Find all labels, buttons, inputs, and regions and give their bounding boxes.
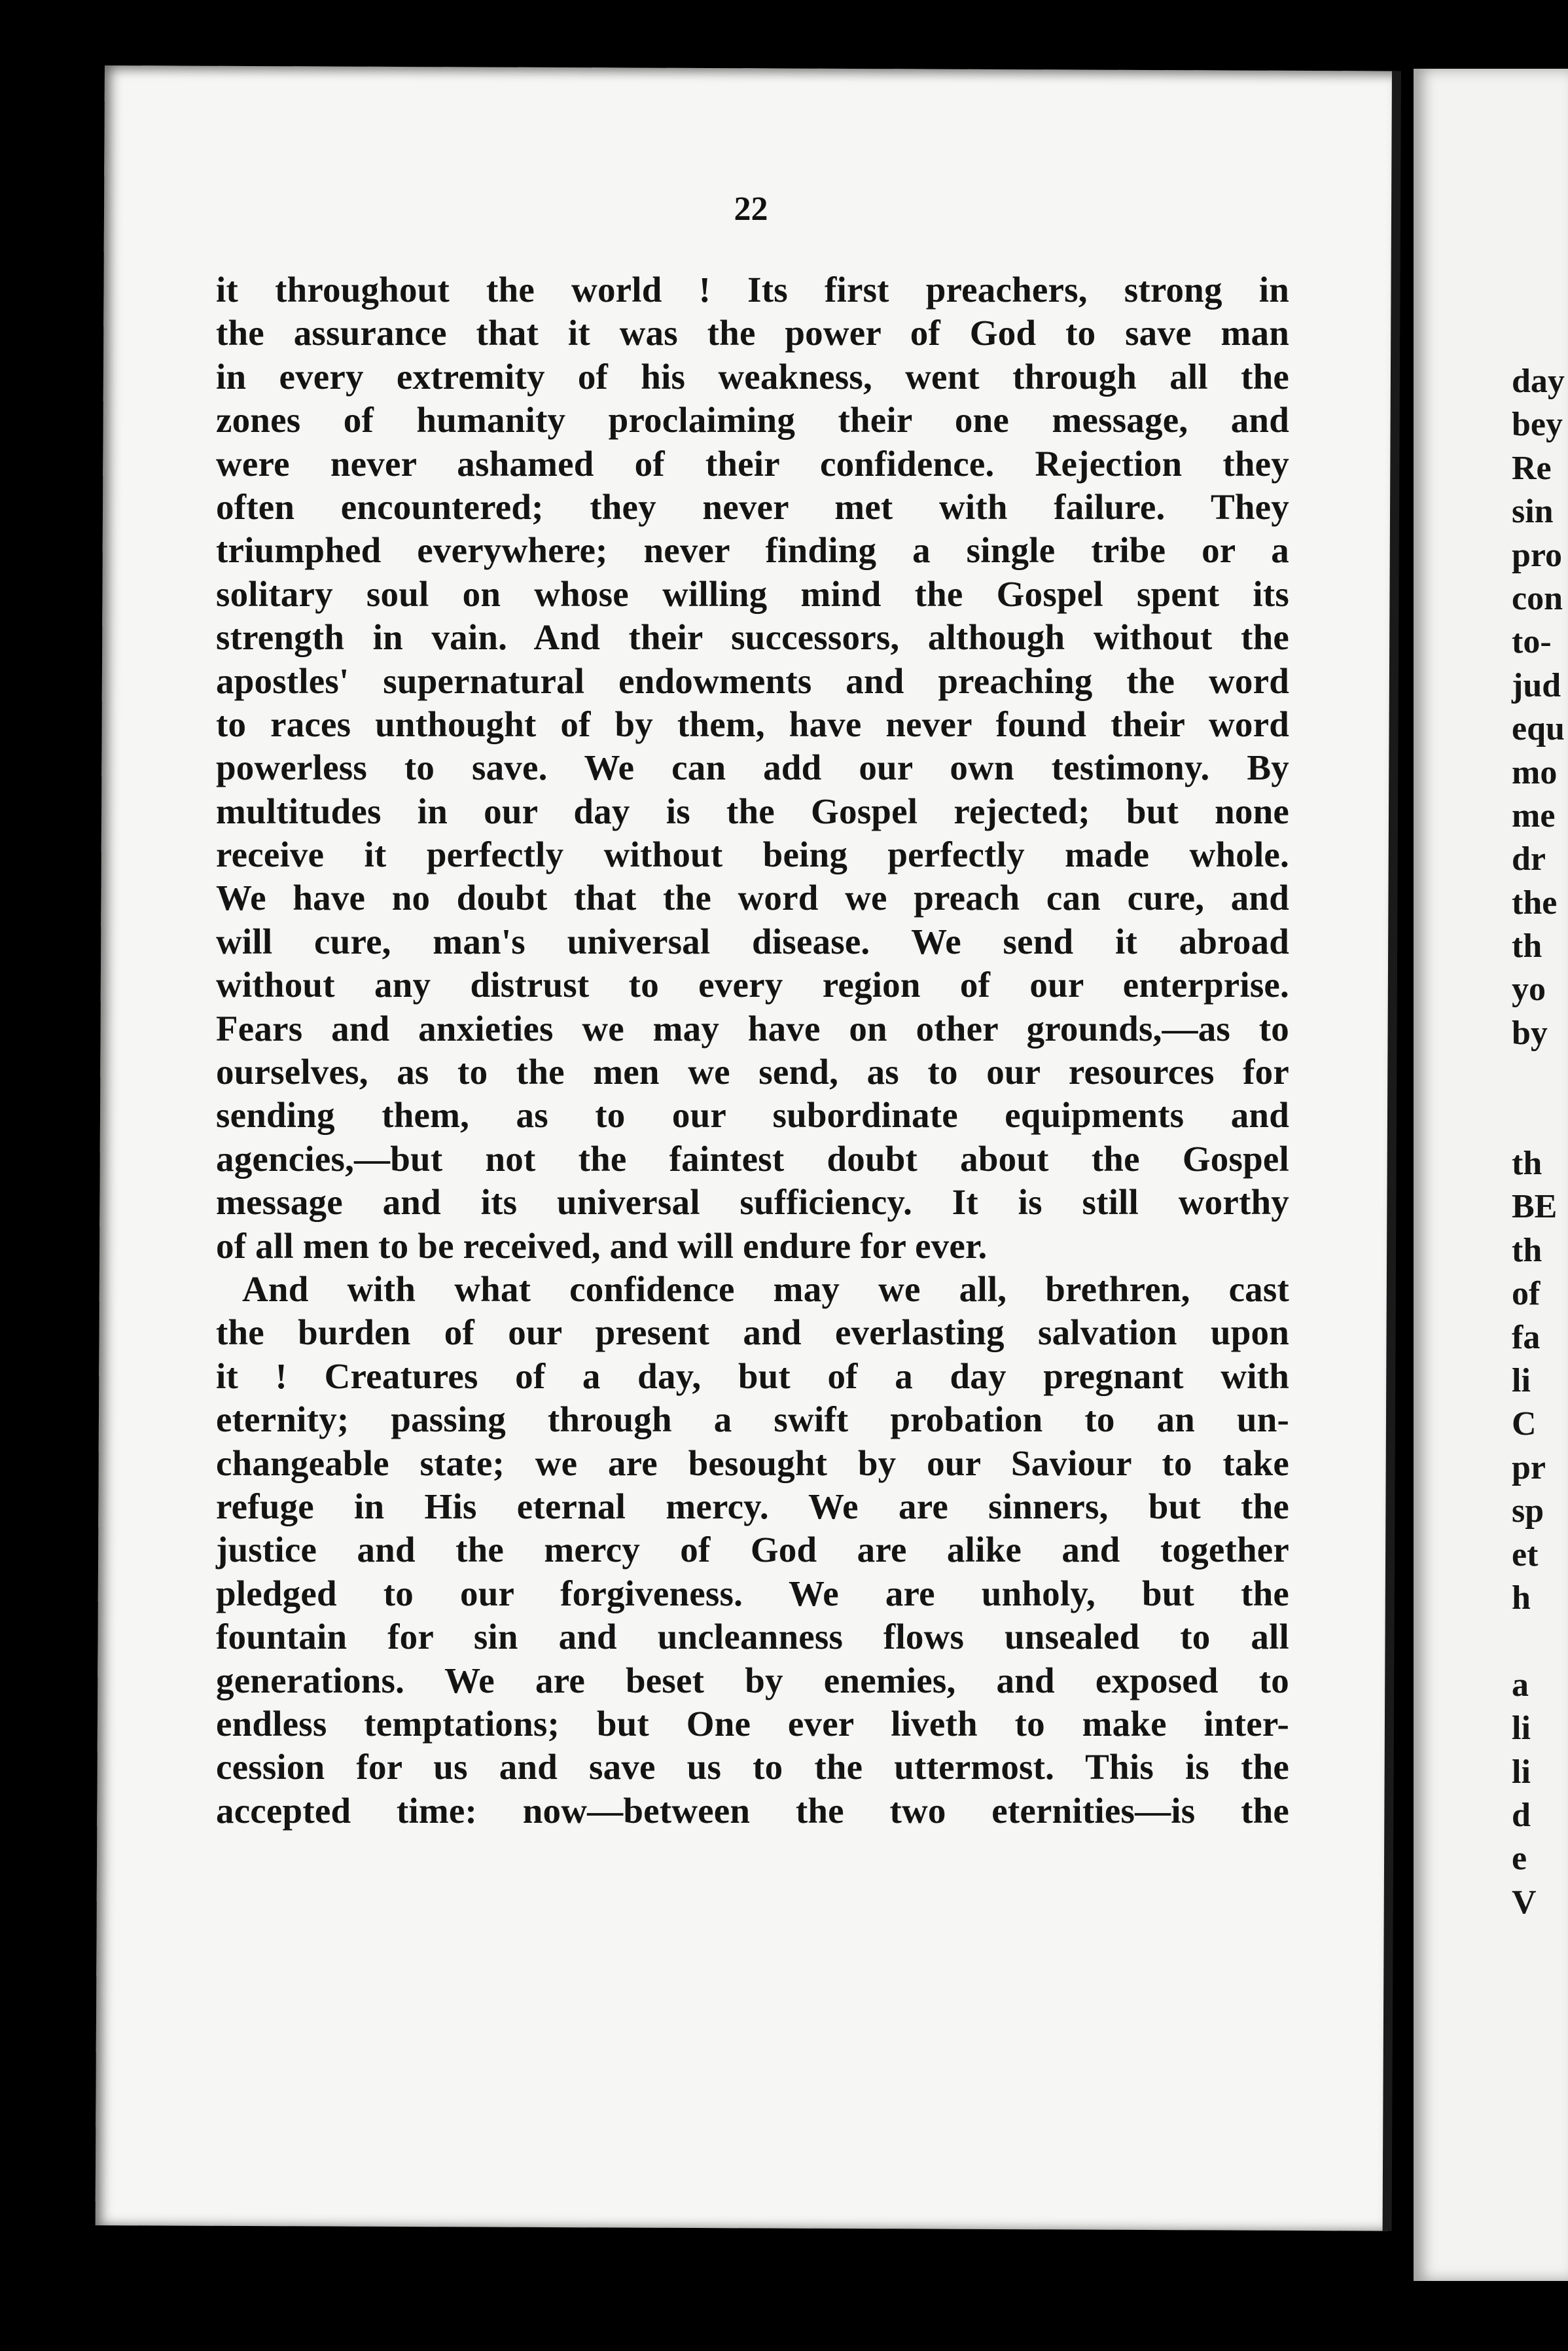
- facing-text-fragment: th: [1512, 1145, 1542, 1183]
- page-number: 22: [734, 190, 768, 228]
- text-line: cession for us and save us to the uttermost. This is the: [216, 1747, 1289, 1787]
- text-line: the assurance that it was the power of God to save man: [216, 313, 1289, 353]
- facing-text-fragment: me: [1512, 797, 1556, 835]
- text-line: And with what confidence may we all, brethren, cast: [242, 1268, 1289, 1309]
- text-line: in every extremity of his weakness, went through all the: [216, 356, 1289, 397]
- facing-text-fragment: bey: [1512, 406, 1563, 444]
- text-line: message and its universal sufficiency. It is still worthy: [216, 1182, 1289, 1223]
- text-line: were never ashamed of their confidence. Rejection they: [216, 443, 1289, 484]
- facing-text-fragment: et: [1512, 1535, 1539, 1573]
- facing-text-fragment: [1512, 1055, 1565, 1098]
- facing-text-fragment: day: [1512, 363, 1565, 400]
- facing-text-fragment: [1512, 1099, 1565, 1142]
- facing-text-fragment: the: [1512, 884, 1558, 922]
- facing-text-fragment: [1512, 1620, 1565, 1663]
- text-line: strength in vain. And their successors, although without the: [216, 617, 1289, 658]
- text-line: often encountered; they never met with failure. They: [216, 486, 1289, 527]
- text-line: Fears and anxieties we may have on other grounds,—as to: [216, 1008, 1289, 1049]
- facing-text-fragment: Re: [1512, 449, 1552, 487]
- facing-text-fragment: sin: [1512, 493, 1554, 531]
- facing-page-text: [1512, 360, 1565, 1924]
- text-line: accepted time: now—between the two eternities—is the: [216, 1790, 1289, 1831]
- text-line: powerless to save. We can add our own testimony. By: [216, 747, 1289, 788]
- text-line: fountain for sin and uncleanness flows unsealed to all: [216, 1617, 1289, 1657]
- facing-text-fragment: V: [1512, 1883, 1537, 1921]
- facing-text-fragment: h: [1512, 1579, 1531, 1617]
- text-line: changeable state; we are besought by our Saviour to take: [216, 1443, 1289, 1483]
- facing-text-fragment: a: [1512, 1666, 1529, 1704]
- text-line: pledged to our forgiveness. We are unholy, but the: [216, 1573, 1289, 1613]
- facing-text-fragment: C: [1512, 1405, 1537, 1443]
- facing-text-fragment: yo: [1512, 971, 1546, 1009]
- facing-text-fragment: of: [1512, 1275, 1541, 1313]
- text-line: We have no doubt that the word we preach can cure, and: [216, 878, 1289, 918]
- text-line: it throughout the world ! Its first preachers, strong in: [216, 270, 1289, 310]
- text-line: endless temptations; but One ever liveth to make inter-: [216, 1703, 1289, 1744]
- text-line: refuge in His eternal mercy. We are sinners, but the: [216, 1486, 1289, 1526]
- text-line: apostles' supernatural endowments and preaching the word: [216, 660, 1289, 701]
- text-line: triumphed everywhere; never finding a single tribe or a: [216, 530, 1289, 571]
- text-line: it ! Creatures of a day, but of a day pregnant with: [216, 1355, 1289, 1396]
- facing-text-fragment: mo: [1512, 753, 1558, 791]
- facing-text-fragment: th: [1512, 927, 1542, 965]
- facing-text-fragment: fa: [1512, 1318, 1541, 1356]
- facing-text-fragment: dr: [1512, 840, 1546, 878]
- page-body-text: [216, 268, 1289, 1833]
- facing-text-fragment: sp: [1512, 1492, 1544, 1530]
- facing-text-fragment: jud: [1512, 666, 1561, 704]
- facing-text-fragment: li: [1512, 1753, 1531, 1791]
- text-line: to races unthought of by them, have never found their word: [216, 704, 1289, 744]
- facing-text-fragment: pr: [1512, 1448, 1546, 1486]
- facing-text-fragment: con: [1512, 579, 1563, 617]
- facing-text-fragment: pro: [1512, 536, 1563, 574]
- facing-text-fragment: BE: [1512, 1188, 1558, 1226]
- text-line: ourselves, as to the men we send, as to our resources for: [216, 1052, 1289, 1092]
- text-line: without any distrust to every region of our enterprise.: [216, 965, 1289, 1005]
- facing-text-fragment: th: [1512, 1231, 1542, 1269]
- text-line: generations. We are beset by enemies, and exposed to: [216, 1660, 1289, 1700]
- facing-text-fragment: d: [1512, 1796, 1531, 1834]
- text-line: agencies,—but not the faintest doubt about the Gospel: [216, 1138, 1289, 1179]
- text-line: of all men to be received, and will endure for ever.: [216, 1225, 988, 1266]
- text-line: will cure, man's universal disease. We send it abroad: [216, 921, 1289, 961]
- facing-text-fragment: to-: [1512, 623, 1552, 661]
- text-line: solitary soul on whose willing mind the Gospel spent its: [216, 573, 1289, 614]
- text-line: zones of humanity proclaiming their one message, and: [216, 400, 1289, 440]
- facing-text-fragment: e: [1512, 1840, 1527, 1878]
- text-line: sending them, as to our subordinate equipments and: [216, 1095, 1289, 1136]
- text-line: receive it perfectly without being perfectly made whole.: [216, 835, 1289, 875]
- text-line: justice and the mercy of God are alike and together: [216, 1530, 1289, 1570]
- facing-text-fragment: by: [1512, 1014, 1548, 1052]
- facing-text-fragment: li: [1512, 1361, 1531, 1399]
- text-line: multitudes in our day is the Gospel rejected; but none: [216, 791, 1289, 831]
- text-line: eternity; passing through a swift probation to an un-: [216, 1399, 1289, 1440]
- text-line: the burden of our present and everlasting salvation upon: [216, 1312, 1289, 1353]
- facing-text-fragment: equ: [1512, 710, 1565, 748]
- facing-text-fragment: li: [1512, 1710, 1531, 1748]
